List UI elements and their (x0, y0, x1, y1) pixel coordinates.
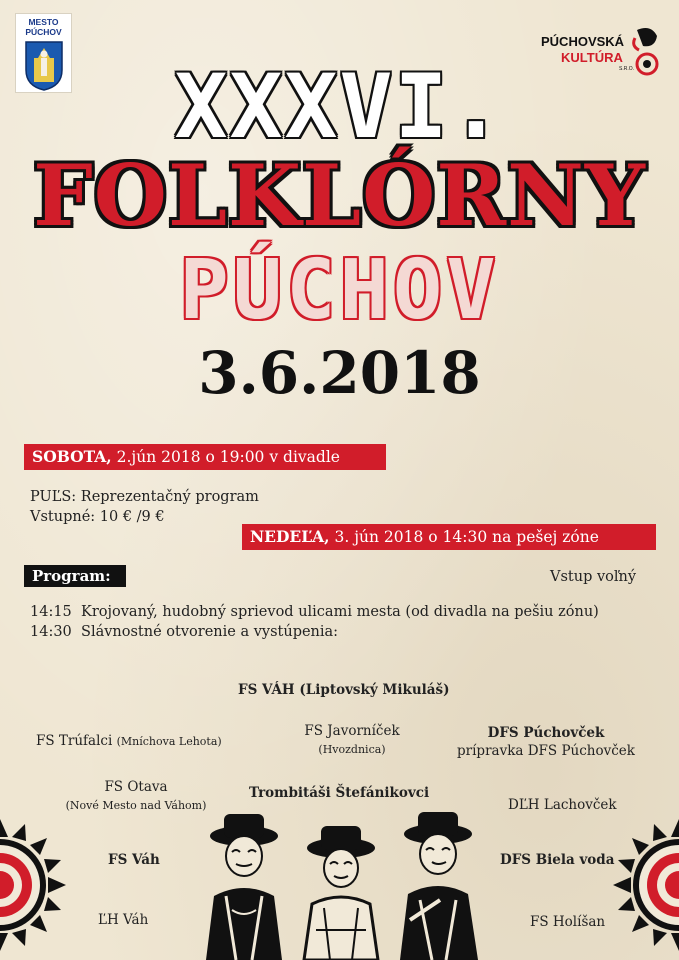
logo-line-2: KULTÚRA (561, 50, 623, 65)
ensemble-javornicek-name: FS Javorníček (304, 723, 400, 739)
musician-left-icon (206, 814, 282, 960)
logo-line-1: PÚCHOVSKÁ (541, 34, 625, 49)
ensemble-lh-vah: ĽH Váh (98, 912, 149, 928)
ensemble-javornicek (300, 722, 404, 759)
musician-right-icon (400, 812, 478, 960)
ensemble-fs-vah: FS Váh (108, 852, 160, 868)
crest-line-2: PÚCHOV (25, 27, 62, 37)
crest-line-1: MESTO (28, 17, 59, 27)
program-text: Slávnostné otvorenie a vystúpenia: (81, 624, 339, 640)
ensemble-trufalci-name: FS Trúfalci (36, 733, 113, 749)
ensemble-trombitasi: Trombitáši Štefánikovci (249, 785, 430, 801)
festival-date: 3.6.2018 (198, 339, 481, 407)
ensemble-otava-place: (Nové Mesto nad Váhom) (65, 799, 207, 812)
ensemble-puchovcek-name: DFS Púchovček (487, 725, 605, 741)
ensemble-puchovcek-sub: prípravka DFS Púchovček (457, 743, 635, 759)
ensemble-holisan: FS Holíšan (530, 914, 606, 930)
ensemble-biela-voda: DFS Biela voda (500, 852, 615, 868)
program-text: Krojovaný, hudobný sprievod ulicami mesta (od divadla na pešiu zónu) (81, 604, 599, 620)
folk-musicians-illustration (196, 800, 486, 960)
sunday-entry: Vstup voľný (550, 569, 637, 585)
ensemble-lachovcek: DĽH Lachovček (508, 797, 617, 813)
sunday-day: NEDEĽA, (250, 527, 330, 546)
program-label: Program: (24, 565, 126, 587)
sun-ornament-right-icon (609, 815, 679, 955)
sunday-detail: 3. jún 2018 o 14:30 na pešej zóne (329, 528, 599, 546)
musician-middle-icon (304, 826, 378, 960)
program-item (30, 603, 599, 621)
saturday-event: PUĽS: Reprezentačný program (30, 489, 259, 505)
program-time: 14:30 (30, 624, 72, 640)
sunday-banner (242, 524, 656, 550)
program-time: 14:15 (30, 604, 72, 620)
ensemble-puchovcek (454, 724, 638, 760)
saturday-price: Vstupné: 10 € /9 € (30, 509, 165, 525)
festival-title: FOLKLÓRNY (33, 146, 646, 245)
sun-ornament-left-icon (0, 815, 70, 955)
ensemble-javornicek-place: (Hvozdnica) (318, 743, 386, 756)
ensemble-otava-name: FS Otava (104, 779, 168, 795)
logo-line-3: S.R.O. (619, 66, 635, 72)
ensemble-otava (56, 778, 216, 815)
ensemble-trufalci-place: (Mníchova Lehota) (116, 735, 222, 748)
ensemble-fs-vah-lm: FS VÁH (Liptovský Mikuláš) (238, 682, 450, 698)
festival-town: PÚCHOV (179, 243, 500, 338)
edition-number: XXXVI. (174, 55, 505, 158)
saturday-banner (24, 444, 386, 470)
ensemble-trufalci (36, 732, 222, 751)
saturday-day: SOBOTA, (32, 447, 112, 466)
saturday-detail: 2.jún 2018 o 19:00 v divadle (111, 448, 340, 466)
program-item (30, 623, 338, 641)
